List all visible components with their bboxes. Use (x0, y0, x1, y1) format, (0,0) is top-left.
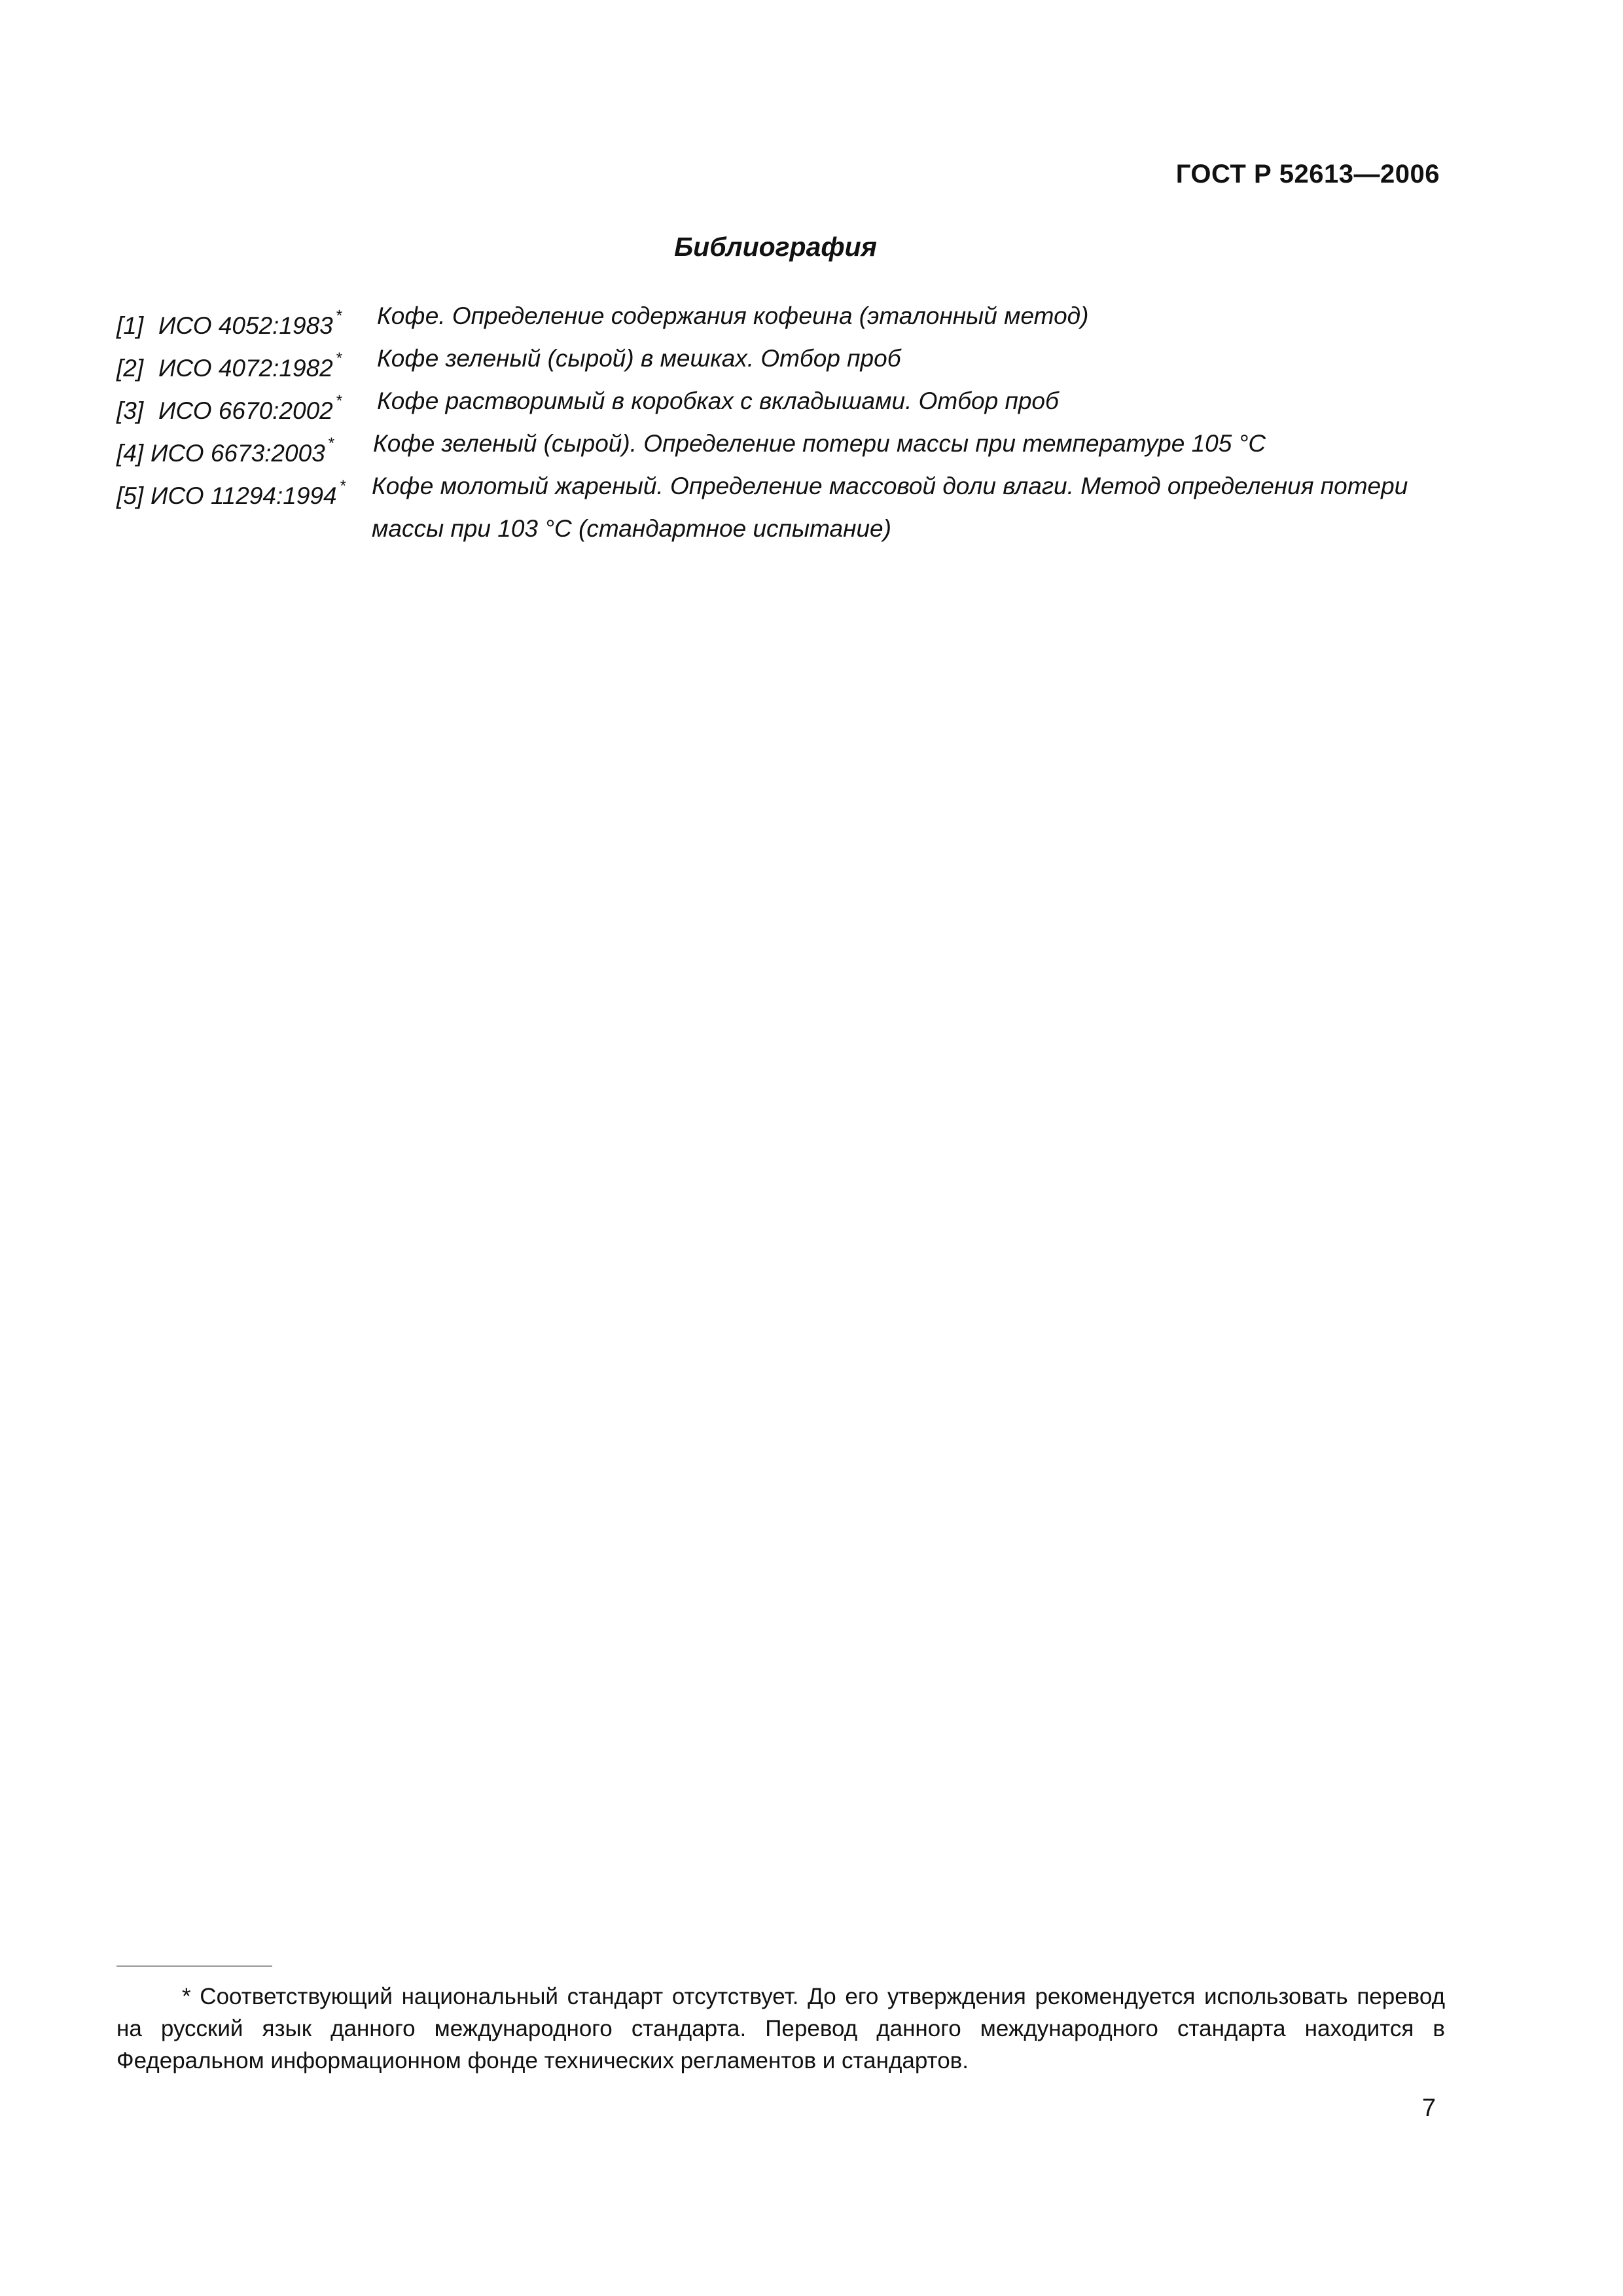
bibliography-list (116, 300, 1445, 545)
entry-number: [3] (116, 397, 144, 424)
entry-title: Кофе молотый жареный. Определение массовой доли влаги. Метод определения потери (372, 473, 1408, 499)
entry-title-continuation: массы при 103 °С (стандартное испытание) (372, 515, 891, 542)
page-number: 7 (1421, 2094, 1436, 2122)
entry-standard: ИСО 11294:1994 (151, 482, 337, 509)
entry-title: Кофе зеленый (сырой) в мешках. Отбор проб (377, 345, 901, 372)
footnote-marker: * (339, 477, 346, 495)
bibliography-entry (116, 342, 1445, 385)
document-code: ГОСТ Р 52613—2006 (1175, 160, 1440, 188)
entry-number: [5] (116, 482, 144, 509)
bibliography-entry (116, 300, 1445, 342)
entry-number: [1] (116, 312, 144, 339)
footnote-marker: * (327, 435, 334, 452)
footnote-marker: * (335, 350, 342, 367)
footnote-marker: * (335, 307, 342, 325)
bibliography-entry (116, 427, 1445, 470)
entry-number: [2] (116, 355, 144, 382)
entry-number: [4] (116, 440, 144, 467)
bibliography-title: Библиография (674, 232, 877, 262)
bibliography-entry (116, 385, 1445, 427)
bibliography-entry (116, 470, 1445, 512)
footnote-separator (116, 1965, 272, 1967)
entry-standard: ИСО 6673:2003 (151, 440, 325, 467)
entry-standard: ИСО 6670:2002 (158, 397, 333, 424)
entry-title: Кофе растворимый в коробках с вкладышами. Отбор проб (377, 387, 1059, 414)
entry-title: Кофе. Определение содержания кофеина (эталонный метод) (377, 302, 1089, 329)
footnote-marker: * (335, 392, 342, 410)
entry-title: Кофе зеленый (сырой). Определение потери массы при температуре 105 °С (373, 430, 1266, 457)
entry-standard: ИСО 4052:1983 (158, 312, 333, 339)
footnote: * Соответствующий национальный стандарт отсутствует. До его утверждения рекомендуется использовать перевод на русский язык данного международного стандарта. Перевод данного международного стандарта находится в Федеральном информационном фонде технических регламентов и стандартов. (116, 1984, 1445, 2073)
entry-standard: ИСО 4072:1982 (158, 355, 333, 382)
